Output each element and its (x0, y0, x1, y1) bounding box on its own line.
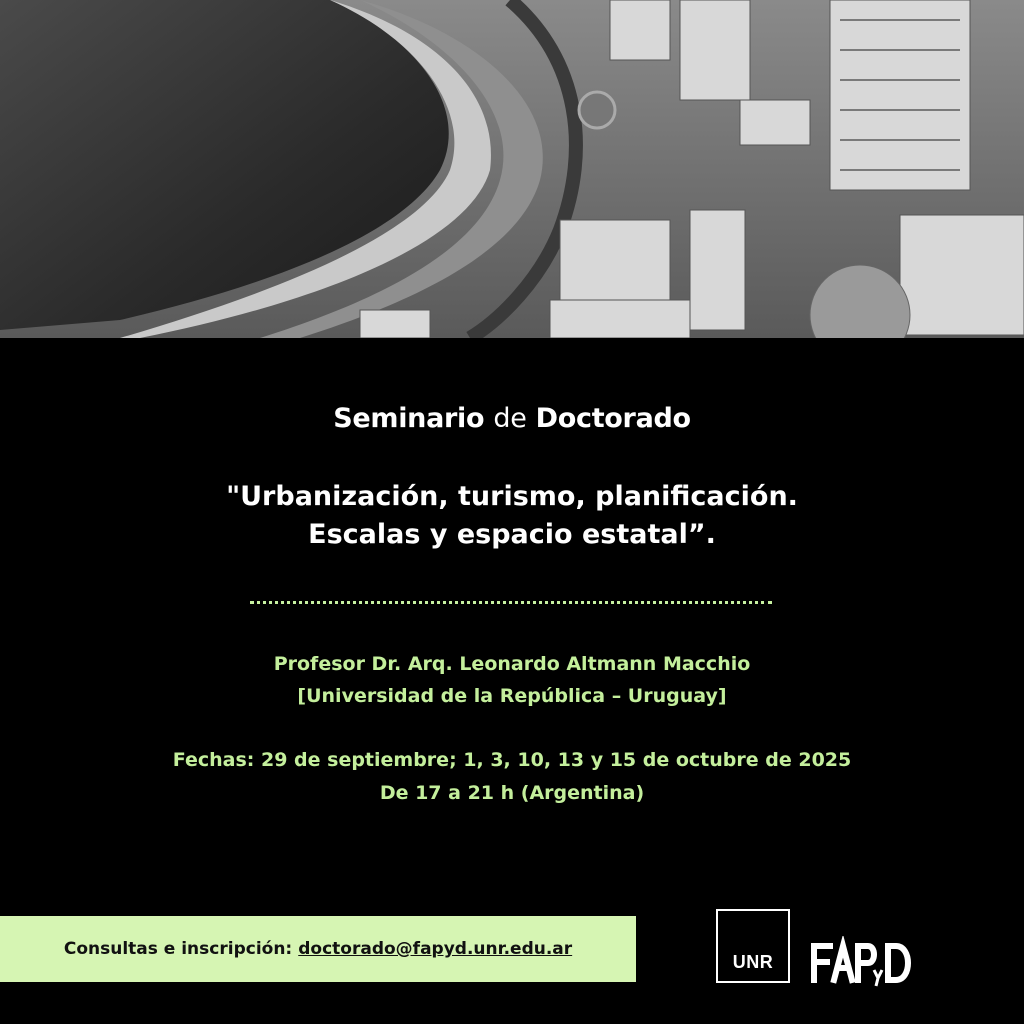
schedule-dates: Fechas: 29 de septiembre; 1, 3, 10, 13 y 15 de octubre de 2025 (172, 749, 852, 771)
professor-name: Profesor Dr. Arq. Leonardo Altmann Macchio (273, 653, 751, 675)
seminar-subtitle (0, 478, 1024, 554)
title-doctorado: Doctorado (535, 403, 691, 434)
hero-photo (0, 0, 1024, 338)
professor-affiliation: [Universidad de la República – Uruguay] (297, 685, 727, 707)
contact-email-link[interactable]: doctorado@fapyd.unr.edu.ar (298, 939, 573, 959)
professor-info (0, 648, 1024, 712)
dotted-divider (250, 601, 772, 604)
schedule-info (0, 744, 1024, 810)
title-seminario: Seminario (333, 403, 485, 434)
fapyd-logo (810, 936, 922, 992)
seminar-title (0, 403, 1024, 434)
aerial-city-image (0, 0, 1024, 338)
contact-label: Consultas e inscripción: (63, 939, 293, 959)
contact-bar (0, 916, 636, 982)
subtitle-line-1: "Urbanización, turismo, planificación. (226, 481, 798, 512)
title-de: de (493, 403, 527, 434)
schedule-time: De 17 a 21 h (Argentina) (379, 782, 645, 804)
unr-logo-text: UNR (732, 952, 774, 972)
subtitle-line-2: Escalas y espacio estatal”. (308, 519, 716, 550)
unr-logo (716, 909, 790, 983)
